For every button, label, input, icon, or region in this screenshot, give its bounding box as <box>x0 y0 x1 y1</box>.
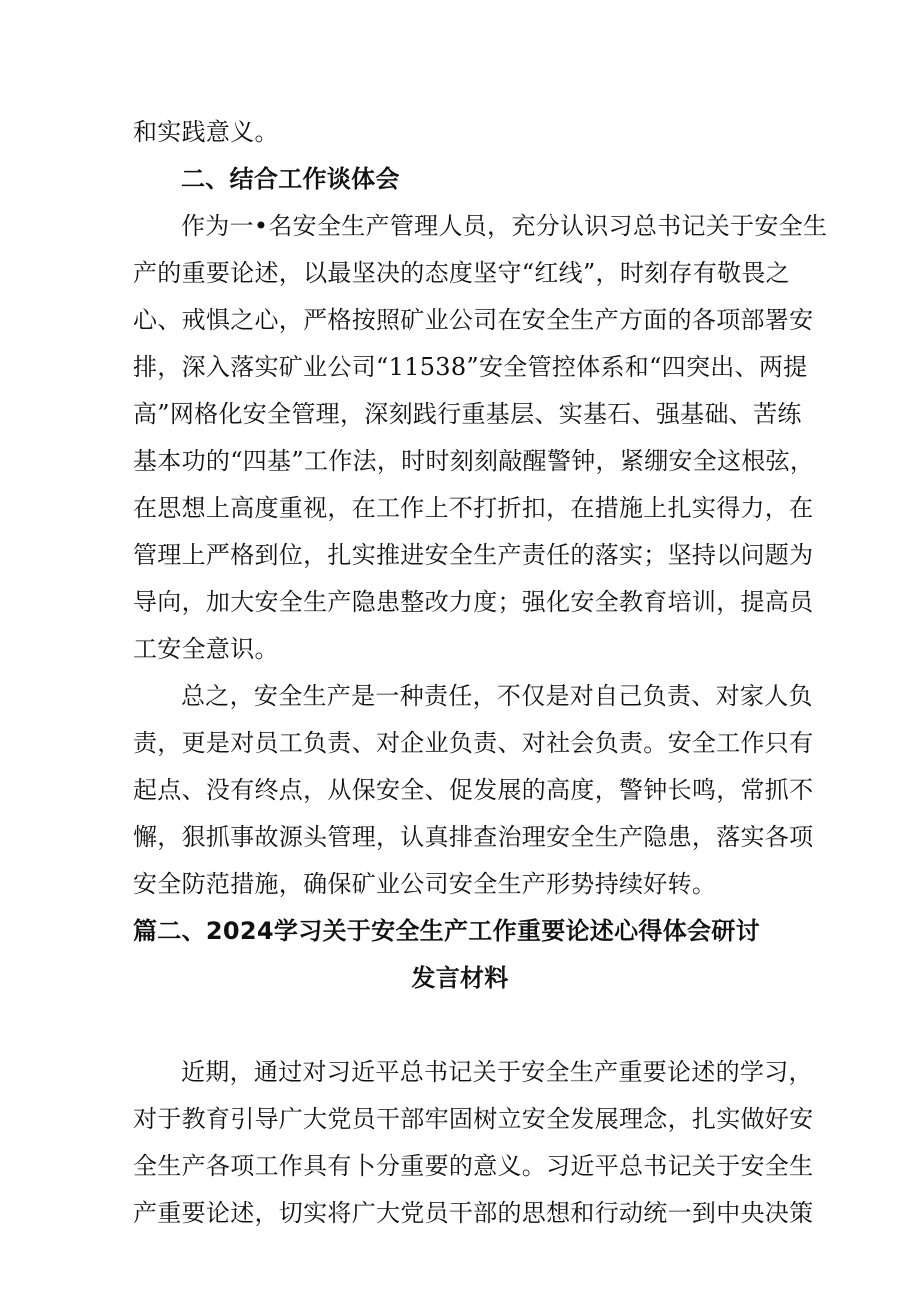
article-subtitle: 发言材料 <box>411 964 509 992</box>
text-line: 管理上严格到位，扎实推进安全生产责任的落实；坚持以问题为 <box>133 541 814 569</box>
text-line: 起点、没有终点，从保安全、促发展的高度，警钟长鸣，常抓不 <box>133 776 814 804</box>
article-title: 篇二、2024学习关于安全生产工作重要论述心得体会研讨 <box>133 917 760 945</box>
text-line: 懈，狠抓事故源头管理，认真排查治理安全生产隐患，落实各项 <box>133 823 814 851</box>
text-line: 心、戒惧之心，严格按照矿业公司在安全生产方面的各项部署安 <box>133 306 814 334</box>
text-line: 导向，加大安全生产隐患整改力度；强化安全教育培训，提高员 <box>133 588 814 616</box>
text-line: 全生产各项工作具有卜分重要的意义。习近平总书记关于安全生 <box>133 1152 814 1180</box>
text-line: 在思想上高度重视，在工作上不打折扣，在措施上扎实得力，在 <box>133 494 814 522</box>
text-line: 产重要论述，切实将广大党员干部的思想和行动统一到中央决策 <box>133 1199 814 1227</box>
text-line: 安全防范措施，确保矿业公司安全生产形势持续好转。 <box>133 870 717 898</box>
text-line: 作为一•名安全生产管理人员，充分认识习总书记关于安全生 <box>181 212 828 240</box>
text-line: 总之，安全生产是一种责任，不仅是对自己负责、对家人负 <box>181 682 813 710</box>
text-line: 责，更是对员工负责、对企业负责、对社会负责。安全工作只有 <box>133 729 814 757</box>
text-line: 近期，通过对习近平总书记关于安全生产重要论述的学习， <box>181 1058 813 1086</box>
text-line: 工安全意识。 <box>133 635 279 663</box>
text-line: 对于教育引导广大党员干部牢固树立安全发展理念，扎实做好安 <box>133 1105 814 1133</box>
text-line: 排，深入落实矿业公司“11538”安全管控体系和“四突出、两提 <box>133 353 808 381</box>
text-line: 高”网格化安全管理，深刻践行重基层、实基石、强基础、苦练 <box>133 400 802 428</box>
text-line: 和实践意义。 <box>133 118 279 146</box>
text-line: 基本功的“四基”工作法，时时刻刻敲醒警钟，紧绷安全这根弦， <box>133 447 815 475</box>
section-heading: 二、结合工作谈体会 <box>181 165 400 193</box>
text-line: 产的重要论述，以最坚决的态度坚守“红线”，时刻存有敬畏之 <box>133 259 790 287</box>
